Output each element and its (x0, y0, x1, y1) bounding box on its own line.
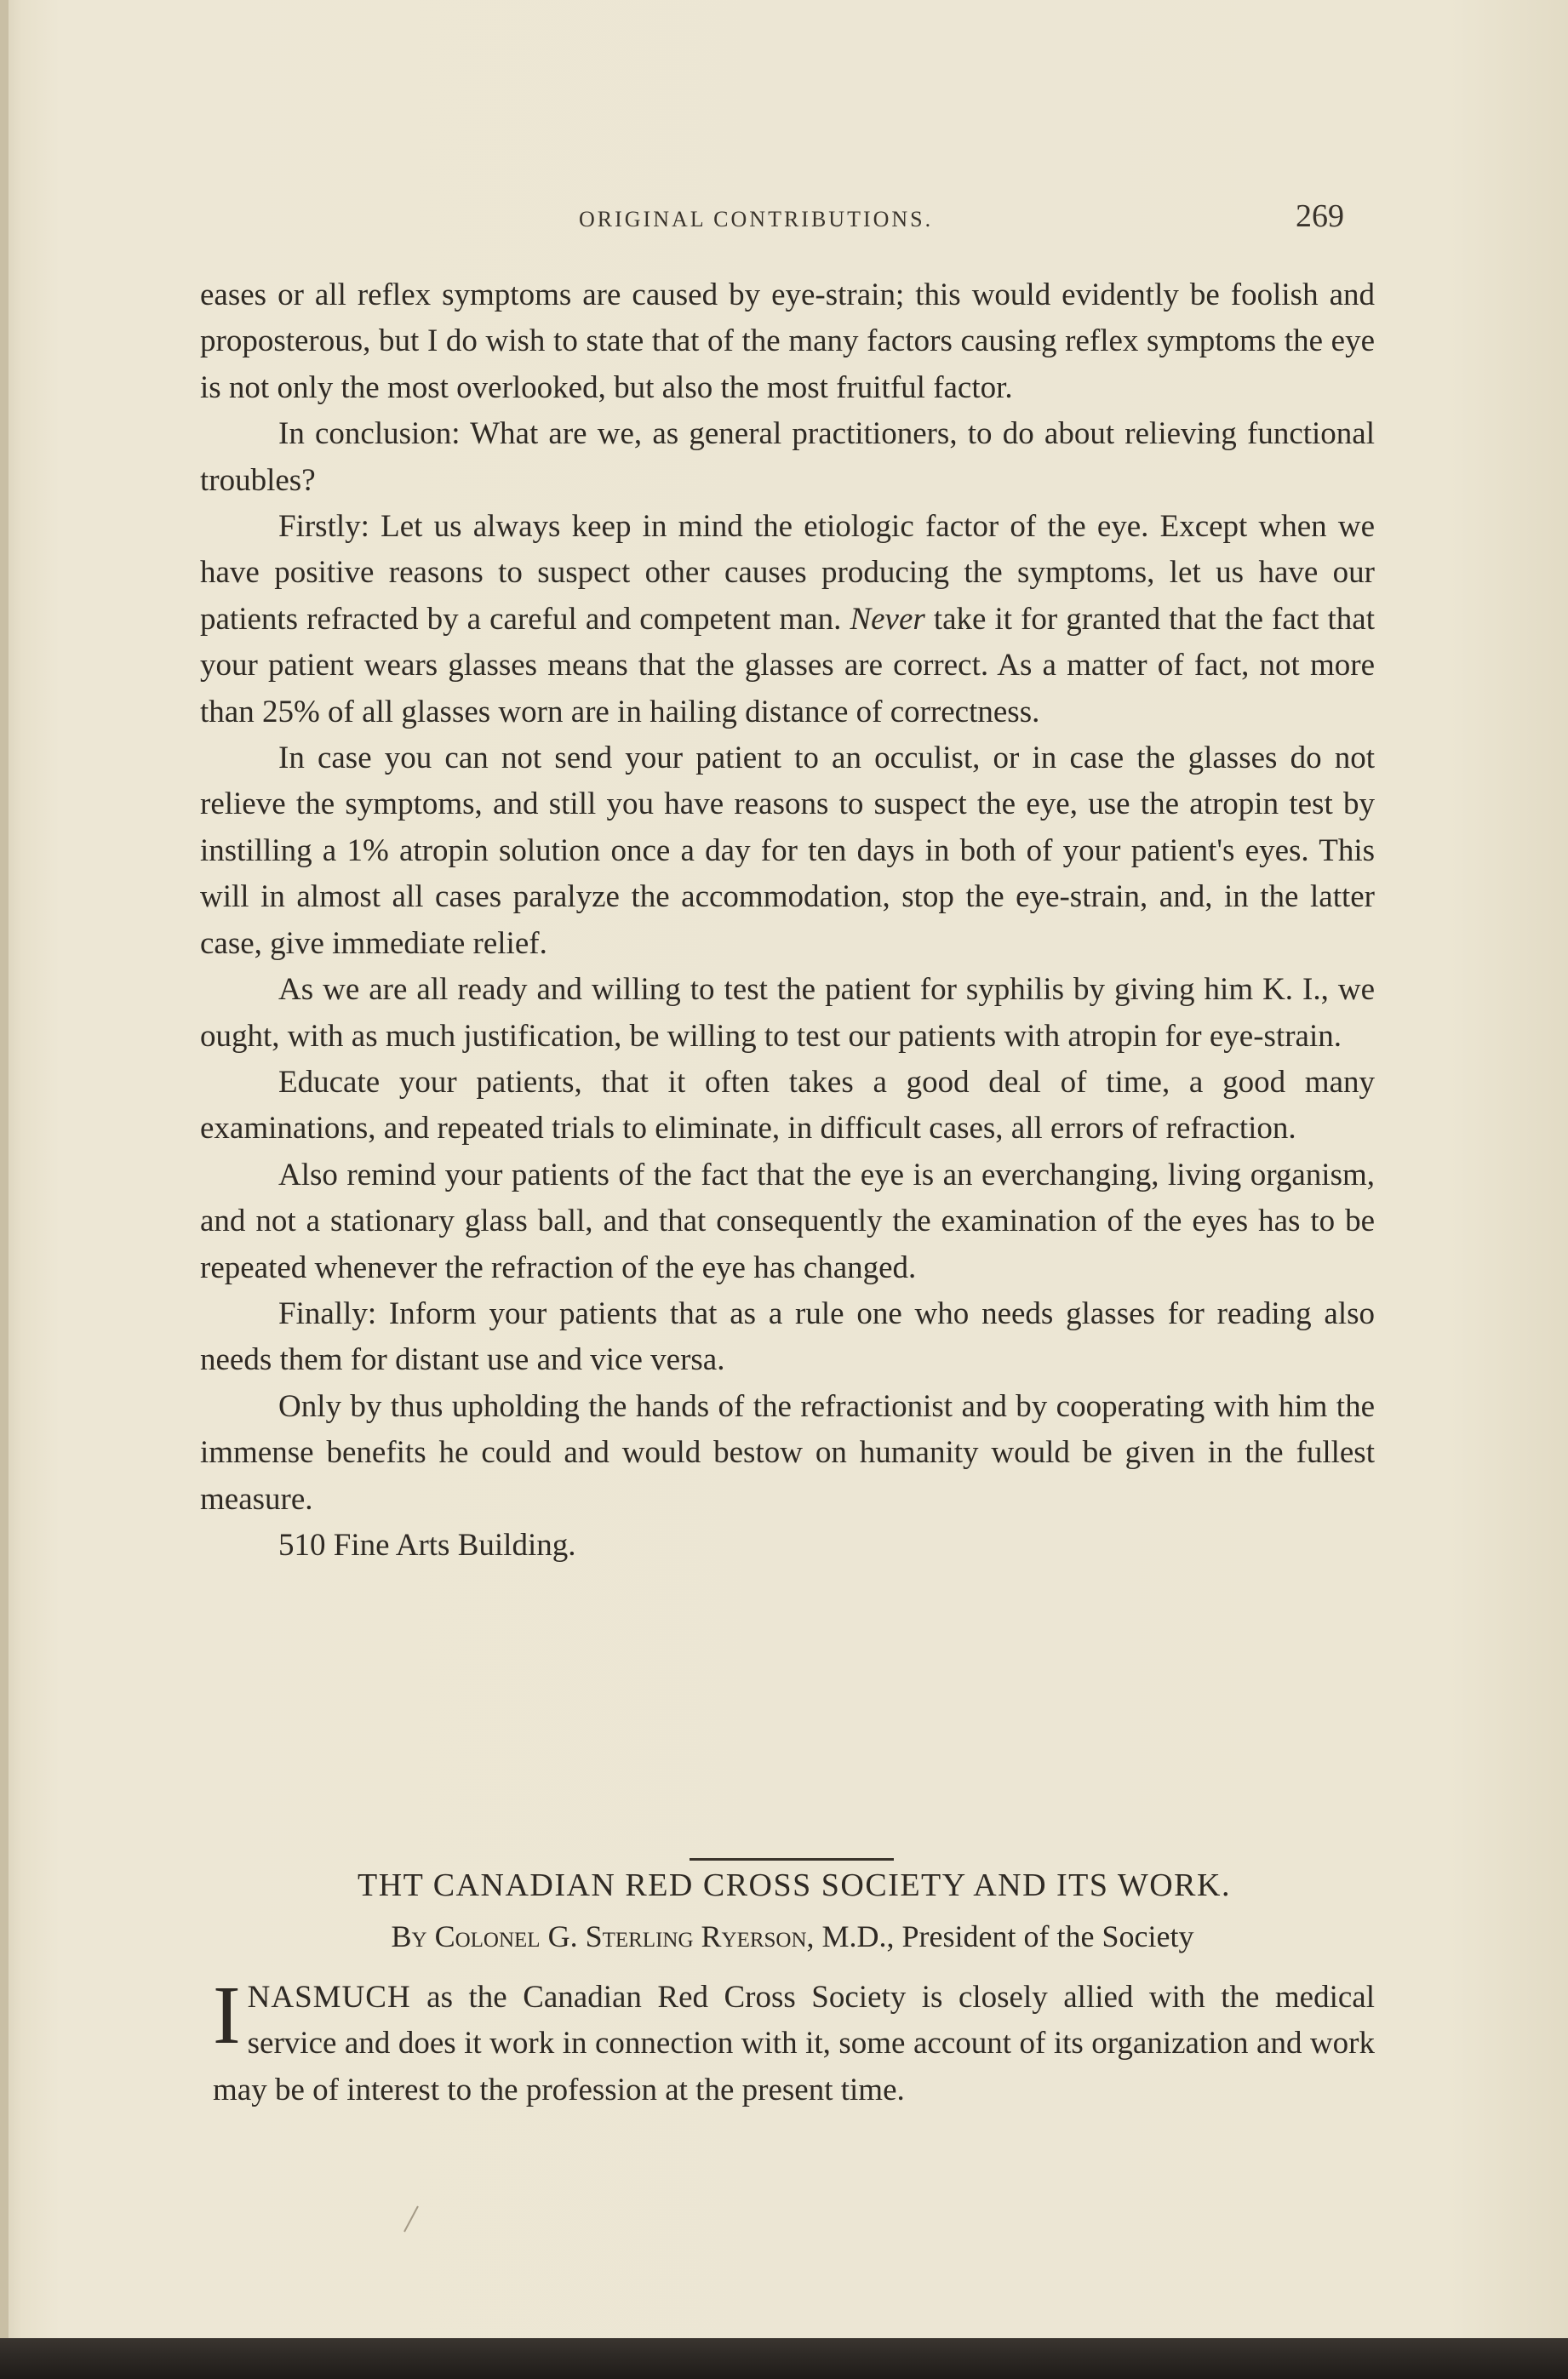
paragraph-remind: Also remind your patients of the fact that the eye is an everchanging, living organism, and not a stationary glass ball, and that consequently the examination of the eyes has to be repeated whenever the refraction of the eye has changed. (200, 1157, 1375, 1285)
byline-suffix: , M.D., President of the Society (806, 1919, 1194, 1953)
address-line: 510 Fine Arts Building. (278, 1527, 576, 1563)
scan-bottom-edge (0, 2338, 1568, 2379)
article-intro (213, 1970, 1375, 2113)
paragraph-firstly-tail: take it for granted that the fact that your patient wears glasses means that the glasses are correct. As a matter of fact, not more than 25% of all glasses worn are in hailing distance of correctness. (200, 601, 1376, 729)
binding-edge (0, 0, 9, 2379)
paragraph-atropin-test: In case you can not send your patient to an occulist, or in case the glasses do not relieve the symptoms, and still you have reasons to suspect the eye, use the atropin test by instilling a 1% atropin solution once a day for ten days in both of your patient's eyes. This will in almost all cases paralyze the accommodation, stop the eye-strain, and, in the latter case, give immediate relief. (200, 741, 1375, 961)
section-divider (690, 1858, 894, 1861)
article-title: THT CANADIAN RED CROSS SOCIETY AND ITS WORK. (358, 1867, 1231, 1903)
page-number: 269 (1296, 198, 1344, 234)
paragraph-upholding: Only by thus upholding the hands of the refractionist and by cooperating with him the immense benefits he could and would bestow on humanity would be given in the fullest measure. (200, 1388, 1375, 1517)
paragraph-educate: Educate your patients, that it often takes a good deal of time, a good many examinations, and repeated trials to eliminate, in difficult cases, all errors of refraction. (200, 1064, 1375, 1147)
paragraph-firstly (200, 504, 1375, 735)
paragraph-firstly-lead: Firstly: Let us always keep in mind the etiologic factor of the eye. Except when we have positive reasons to suspect other causes producing the symptoms, let us have our patients refracted by a careful and competent man. (200, 509, 1375, 637)
paragraph-finally: Finally: Inform your patients that as a rule one who needs glasses for reading also needs them for distant use and vice versa. (200, 1295, 1375, 1378)
running-head: ORIGINAL CONTRIBUTIONS. (579, 207, 934, 232)
paragraph-continuation: eases or all reflex symptoms are caused by eye-strain; this would evidently be foolish and proposterous, but I do wish to state that of the many factors causing reflex symptoms the eye is not only the most overlooked, but also the most fruitful factor. (200, 277, 1375, 405)
byline-author: Colonel G. Sterling Ryerson (434, 1919, 807, 1953)
paragraph-conclusion: In conclusion: What are we, as general practitioners, to do about relieving functional troubles? (200, 416, 1375, 498)
emphasis-never: Never (850, 601, 925, 637)
article-body (200, 272, 1375, 1569)
byline-prefix: By (391, 1919, 427, 1953)
drop-cap: I (213, 1970, 241, 2062)
lead-word: NASMUCH (247, 1980, 411, 2015)
paragraph-syphilis: As we are all ready and willing to test the patient for syphilis by giving him K. I., we ought, with as much justification, be willing to test our patients with atropin for eye-strain. (200, 972, 1375, 1054)
byline (0, 1919, 1568, 1954)
intro-text: as the Canadian Red Cross Society is closely allied with the medical service and does it work in connection with it, some account of its organization and work may be of interest to the profession at the present time. (213, 1980, 1375, 2107)
